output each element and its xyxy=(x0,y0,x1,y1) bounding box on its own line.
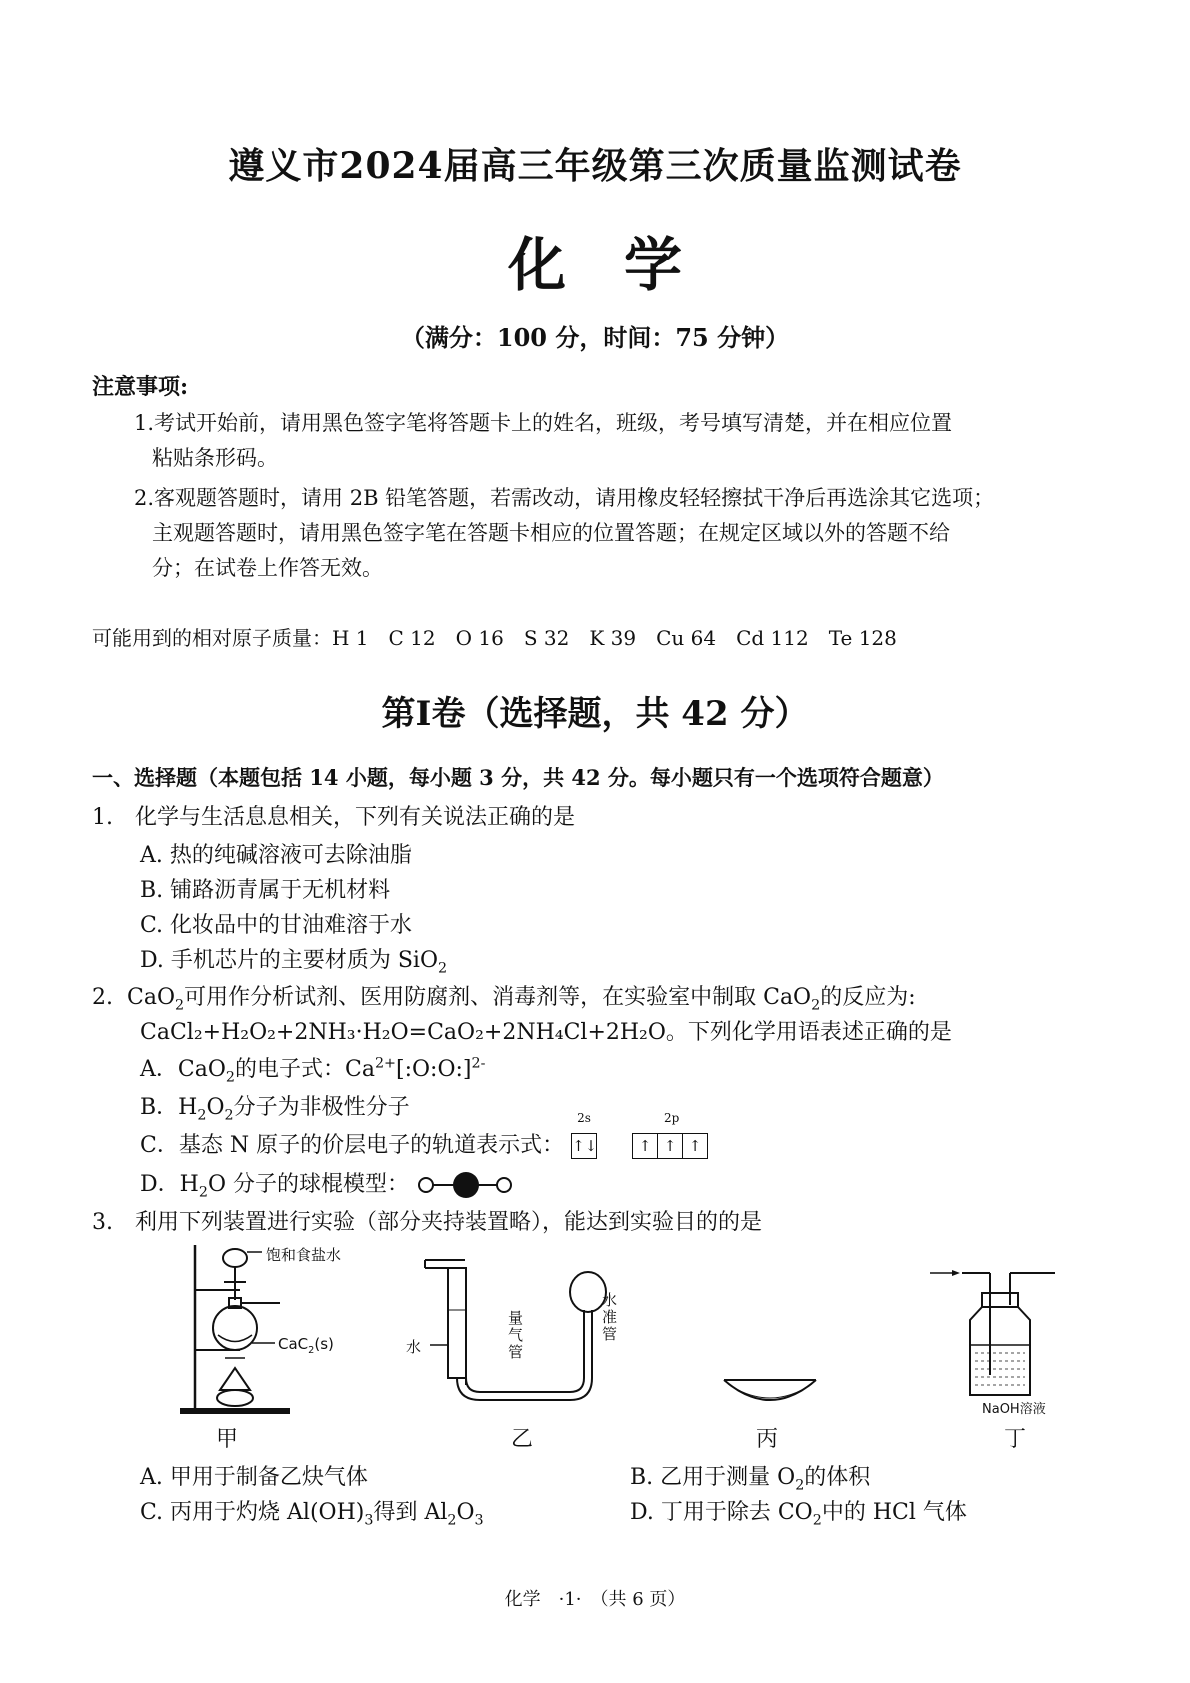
subject-title: 化 学 xyxy=(507,231,682,299)
apparatus-name-bing: 丙 xyxy=(756,1427,779,1452)
apparatus-ding-drawing xyxy=(930,1265,1070,1405)
q3-option-a: A. 甲用于制备乙炔气体 xyxy=(140,1465,368,1490)
page-footer: 化学 ·1· （共 6 页） xyxy=(504,1589,686,1610)
orbital-box-2p-3: ↑ xyxy=(683,1133,708,1159)
apparatus-yi-label-burette: 量气管 xyxy=(508,1309,524,1361)
notice-item-2-line-3: 分；在试卷上作答无效。 xyxy=(152,556,383,580)
q1-option-c: C. 化妆品中的甘油难溶于水 xyxy=(140,913,413,938)
q2-option-d: D．$H_2O$ 分子的球棍模型： xyxy=(140,1167,516,1200)
apparatus-yi-label-leveling-tube: 水准管 xyxy=(602,1291,618,1343)
orbital-2p xyxy=(632,1111,708,1159)
apparatus-ding-label-naoh: NaOH溶液 xyxy=(982,1402,1046,1417)
orbital-box-2p-2: ↑ xyxy=(658,1133,683,1159)
notice-item-1-line-2: 粘贴条形码。 xyxy=(152,446,278,470)
apparatus-name-jia: 甲 xyxy=(216,1427,239,1452)
q3-option-c: C. 丙用于灼烧 $Al(OH)_3$得到 $Al_2O_3$ xyxy=(140,1500,484,1529)
apparatus-bing-drawing xyxy=(720,1370,820,1415)
q3-option-b: B. 乙用于测量 $O_2$的体积 xyxy=(630,1465,871,1494)
atomic-masses: 可能用到的相对原子质量：H 1 C 12 O 16 S 32 K 39 Cu 64 Cd 112 Te 128 xyxy=(92,626,897,650)
apparatus-jia-drawing xyxy=(180,1240,380,1415)
apparatus-jia-label-brine: 饱和食盐水 xyxy=(266,1246,342,1264)
orbital-box-2s: ↑↓ xyxy=(571,1133,597,1159)
q1-option-b: B. 铺路沥青属于无机材料 xyxy=(140,878,391,903)
part-one-heading: 一、选择题（本题包括 14 小题，每小题 3 分，共 42 分。每小题只有一个选项符合题意） xyxy=(92,765,944,790)
orbital-label-2p: 2p xyxy=(664,1111,680,1125)
q2-option-c: C．基态 N 原子的价层电子的轨道表示式： 2s ↑↓ 2p ↑ ↑ ↑ xyxy=(140,1128,708,1159)
orbital-label-2s: 2s xyxy=(577,1111,591,1125)
q3-option-d: D. 丁用于除去 $CO_2$中的 HCl 气体 xyxy=(630,1500,967,1529)
notice-heading: 注意事项: xyxy=(92,374,189,400)
exam-meta: （满分：100 分，时间：75 分钟） xyxy=(400,323,790,352)
q2-stem-line-1: 2. CaO$_2$可用作分析试剂、医用防腐剂、消毒剂等，在实验室中制取 CaO$_2$的反应为: xyxy=(92,985,916,1014)
apparatus-yi-drawing xyxy=(420,1250,630,1410)
q3-stem: 3. 利用下列装置进行实验（部分夹持装置略），能达到实验目的的是 xyxy=(92,1210,762,1235)
q2-option-a: A．CaO$_2$的电子式：$Ca^{2+}[:O:O:]^{2-}$ xyxy=(140,1055,486,1086)
q2-option-b: B．$H_2O_2$分子为非极性分子 xyxy=(140,1095,410,1124)
apparatus-name-yi: 乙 xyxy=(511,1427,534,1452)
q1-option-d: D. 手机芯片的主要材质为 SiO$_2$ xyxy=(140,948,448,977)
q1-option-a: A. 热的纯碱溶液可去除油脂 xyxy=(140,843,412,868)
notice-item-2-line-1: 2.客观题答题时，请用 2B 铅笔答题，若需改动，请用橡皮轻轻擦拭干净后再选涂其它选项； xyxy=(134,486,995,510)
section-title: 第Ⅰ卷（选择题，共 42 分） xyxy=(381,694,809,734)
exam-title: 遵义市2024届高三年级第三次质量监测试卷 xyxy=(228,145,962,187)
q1-stem: 1. 化学与生活息息相关，下列有关说法正确的是 xyxy=(92,805,575,830)
ball-stick-model-icon xyxy=(416,1170,516,1200)
apparatus-yi-label-water: 水 xyxy=(406,1338,422,1356)
orbital-2s xyxy=(571,1111,598,1159)
q2-stem-line-2: CaCl₂+H₂O₂+2NH₃·H₂O=CaO₂+2NH₄Cl+2H₂O。下列化学用语表述正确的是 xyxy=(140,1020,952,1045)
apparatus-jia-label-cac2: CaC$_2$(s) xyxy=(278,1335,334,1356)
notice-item-1-line-1: 1.考试开始前，请用黑色签字笔将答题卡上的姓名，班级，考号填写清楚，并在相应位置 xyxy=(134,411,953,435)
notice-item-2-line-2: 主观题答题时，请用黑色签字笔在答题卡相应的位置答题；在规定区域以外的答题不给 xyxy=(152,521,950,545)
apparatus-name-ding: 丁 xyxy=(1004,1427,1027,1452)
orbital-box-2p-1: ↑ xyxy=(632,1133,658,1159)
